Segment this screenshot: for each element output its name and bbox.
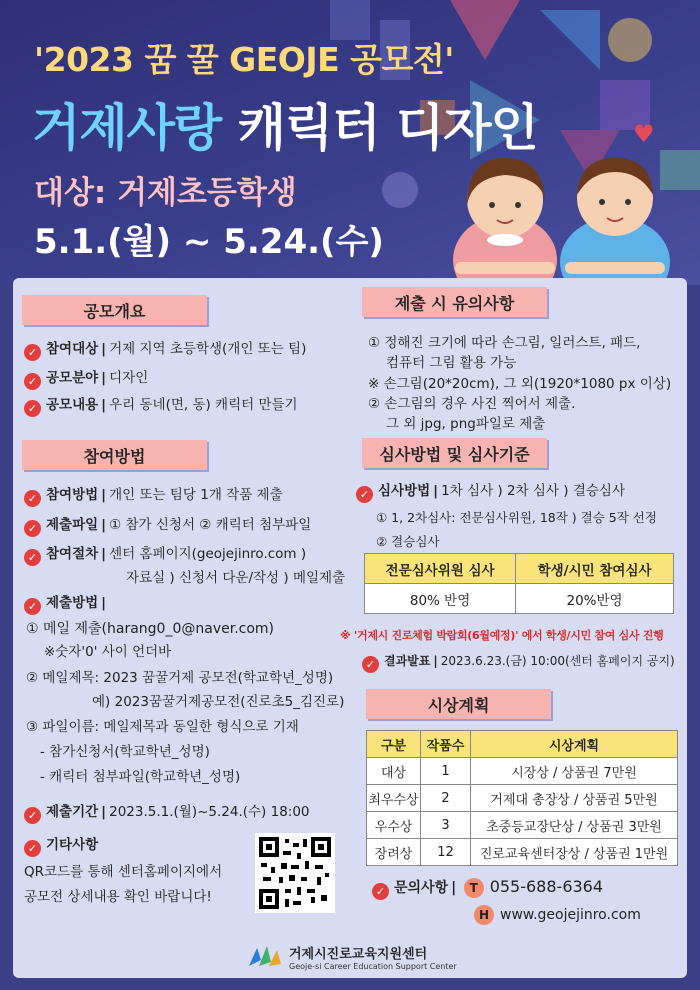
phone-letter-icon: T — [464, 878, 484, 898]
boy-character — [560, 158, 670, 285]
overview-item: ✓ 공모분야 | 디자인 — [24, 366, 148, 390]
awards-table — [366, 730, 678, 866]
public-judging-note: ※ '거제시 진로체험 박람회(6월예정)' 에서 학생/시민 참여 심사 진행 — [340, 629, 664, 642]
award-count: 1 — [421, 758, 471, 785]
check-circle-icon: ✓ — [24, 549, 41, 566]
award-grade: 우수상 — [367, 812, 421, 839]
judging-header: 학생/시민 참여심사 — [516, 554, 674, 584]
check-circle-icon: ✓ — [24, 807, 41, 824]
caution-line: 컴퓨터 그림 활용 가능 — [386, 355, 517, 371]
table-row — [367, 785, 678, 812]
heart-icon: ♥ — [633, 120, 655, 148]
judging-label: 심사방법 및 심사기준 — [362, 438, 547, 468]
target-audience: 대상: 거제초등학생 — [34, 175, 297, 211]
award-count: 3 — [421, 812, 471, 839]
phone-number[interactable]: 055-688-6364 — [489, 877, 604, 896]
method-item: ✓ 참여방법 | 개인 또는 팀당 1개 작품 제출 — [24, 483, 283, 507]
table-row — [367, 839, 678, 866]
subject-line: ② 메일제목: 2023 꿈꿀거제 공모전(학교학년_성명) — [26, 670, 334, 686]
check-circle-icon: ✓ — [24, 840, 41, 857]
contest-period: 5.1.(월) ~ 5.24.(수) — [34, 222, 384, 262]
judging-value: 80% 반영 — [365, 584, 516, 614]
method-item: ✓ 참여절차 | 센터 홈페이지(geojejinro.com ) — [24, 542, 306, 566]
check-circle-icon: ✓ — [24, 344, 41, 361]
file-item: - 참가신청서(학교학년_성명) — [40, 744, 210, 760]
filename-line: ③ 파일이름: 메일제목과 동일한 형식으로 기재 — [26, 719, 299, 735]
girl-character — [453, 158, 557, 285]
contest-name: '2023 꿈 꿀 GEOJE 공모전' — [34, 40, 454, 79]
caution-line: 그 외 jpg, png파일로 제출 — [386, 416, 546, 432]
overview-label: 공모개요 — [22, 295, 207, 325]
award-grade: 최우수상 — [367, 785, 421, 812]
judging-item: ✓ 심사방법 | 1차 심사 ) 2차 심사 ) 결승심사 — [356, 479, 625, 503]
contact-phone: ✓ 문의사항 | T 055-688-6364 — [372, 877, 603, 900]
org-name-english: Geoje-si Career Education Support Center — [289, 962, 457, 971]
etc-item: ✓ 기타사항 — [24, 833, 98, 857]
awards-header: 작품수 — [421, 731, 471, 758]
judging-table — [364, 553, 674, 614]
email-line: ① 메일 제출(harang0_0@naver.com) — [26, 621, 275, 637]
file-item: - 캐릭터 첨부파일(학교학년_성명) — [40, 769, 241, 785]
judging-sub: ① 1, 2차심사: 전문심사위원, 18작 ) 결승 5작 선정 — [376, 510, 657, 525]
title-part-1: 거제사랑 — [32, 99, 222, 157]
method-label: 참여방법 — [22, 440, 207, 470]
etc-line: 공모전 상세내용 확인 바랍니다! — [24, 889, 212, 905]
award-grade: 장려상 — [367, 839, 421, 866]
home-letter-icon: H — [474, 905, 494, 925]
check-circle-icon: ✓ — [24, 373, 41, 390]
check-circle-icon: ✓ — [24, 490, 41, 507]
hero-banner — [0, 0, 700, 285]
caution-line: ※ 손그림(20*20cm), 그 외(1920*1080 px 이상) — [368, 376, 672, 392]
method-item-continued: 자료실 ) 신청서 다운/작성 ) 메일제출 — [126, 570, 346, 586]
period-item: ✓ 제출기간 | 2023.5.1.(월)~5.24.(수) 18:00 — [24, 800, 310, 824]
check-circle-icon: ✓ — [362, 656, 379, 673]
awards-label: 시상계획 — [366, 689, 551, 719]
cautions-label: 제출 시 유의사항 — [362, 287, 547, 317]
check-circle-icon: ✓ — [356, 486, 373, 503]
caution-line: ② 손그림의 경우 사진 찍어서 제출. — [368, 396, 576, 412]
awards-header: 구분 — [367, 731, 421, 758]
judging-sub: ② 결승심사 — [376, 534, 440, 549]
qr-code-icon[interactable] — [255, 833, 335, 913]
method-item: ✓ 제출파일 | ① 참가 신청서 ② 캐릭터 첨부파일 — [24, 513, 311, 537]
check-circle-icon: ✓ — [24, 520, 41, 537]
award-grade: 대상 — [367, 758, 421, 785]
email-note: ※숫자'0' 사이 언더바 — [44, 644, 172, 660]
org-name: 거제시진로교육지원센터 — [289, 947, 428, 962]
title-part-2: 캐릭터 디자인 — [221, 99, 538, 157]
method-item: ✓ 제출방법 | — [24, 591, 109, 615]
awards-header: 시상계획 — [471, 731, 678, 758]
table-row — [367, 812, 678, 839]
award-prize: 거제대 총장상 / 상품권 5만원 — [471, 785, 678, 812]
check-circle-icon: ✓ — [24, 400, 41, 417]
award-prize: 시장상 / 상품권 7만원 — [471, 758, 678, 785]
footer-logo — [245, 942, 457, 972]
page-title — [32, 88, 538, 160]
award-count: 2 — [421, 785, 471, 812]
table-row — [367, 758, 678, 785]
caution-line: ① 정해진 크기에 따라 손그림, 일러스트, 패드, — [368, 335, 641, 351]
judging-header: 전문심사위원 심사 — [365, 554, 516, 584]
overview-item: ✓ 참여대상 | 거제 지역 초등학생(개인 또는 팀) — [24, 337, 306, 361]
award-prize: 초중등교장단상 / 상품권 3만원 — [471, 812, 678, 839]
subject-example: 예) 2023꿈꿀거제공모전(진로초5_김진로) — [92, 694, 345, 710]
judging-value: 20%반영 — [516, 584, 674, 614]
check-circle-icon: ✓ — [372, 883, 389, 900]
website-link[interactable]: www.geojejinro.com — [500, 907, 641, 923]
award-count: 12 — [421, 839, 471, 866]
result-item: ✓ 결과발표 | 2023.6.23.(금) 10:00(센터 홈페이지 공지) — [362, 652, 675, 673]
award-prize: 진로교육센터장상 / 상품권 1만원 — [471, 839, 678, 866]
contact-web — [474, 905, 641, 925]
overview-item: ✓ 공모내용 | 우리 동네(면, 동) 캐릭터 만들기 — [24, 393, 298, 417]
check-circle-icon: ✓ — [24, 598, 41, 615]
center-logo-icon — [245, 942, 285, 972]
etc-line: QR코드를 통해 센터홈페이지에서 — [24, 864, 223, 880]
